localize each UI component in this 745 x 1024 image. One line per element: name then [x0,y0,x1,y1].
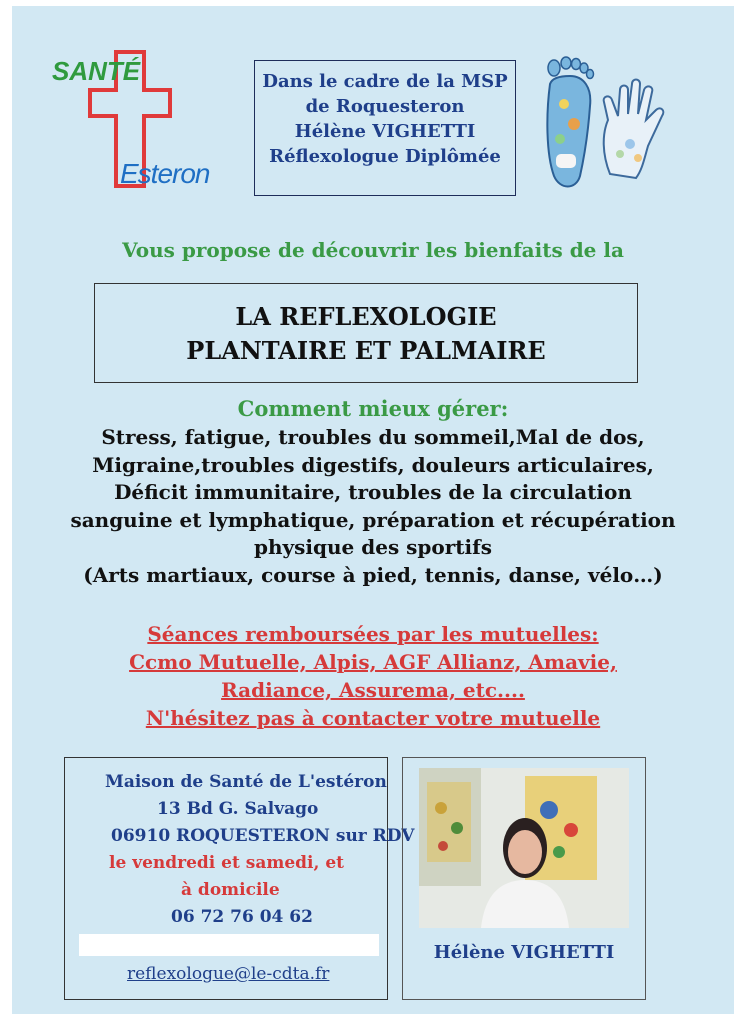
intro-text: Vous propose de découvrir les bienfaits de la [122,238,624,262]
msp-line: Hélène VIGHETTI [294,121,476,142]
benefit-line: (Arts martiaux, course à pied, tennis, danse, vélo…) [83,562,663,587]
foot-icon [547,57,593,187]
title-box [94,283,638,383]
redacted-line [79,934,379,956]
benefits-text [12,424,734,589]
benefit-line: Migraine,troubles digestifs, douleurs articulaires, [92,452,654,477]
benefit-line: Stress, fatigue, troubles du sommeil,Mal de dos, [101,425,645,449]
foot-hand-reflexology-illustration [532,54,682,194]
benefit-line: physique des sportifs [254,535,492,559]
logo-esteron-text: Esteron [120,158,210,189]
title-line-2: PLANTAIRE ET PALMAIRE [186,336,546,365]
photo-caption: Hélène VIGHETTI [433,942,615,963]
msp-line: de Roquesteron [305,96,465,117]
contact-box [64,757,415,1000]
contact-phone: 06 72 76 04 62 [171,907,313,927]
reimbursement-line: Séances remboursées par les mutuelles: [147,622,599,646]
subheading: Comment mieux gérer: [237,396,509,421]
photo-box [402,757,646,1000]
msp-line: Réflexologue Diplômée [269,146,501,167]
flyer-page [12,6,734,1014]
contact-email-link[interactable]: reflexologue@le-cdta.fr [127,964,330,984]
logo-sante-text: SANTÉ [52,56,141,86]
reimbursement-line: N'hésitez pas à contacter votre mutuelle [145,706,601,730]
msp-header-box [254,60,516,196]
contact-home: à domicile [181,880,280,900]
reimbursement-line: Radiance, Assurema, etc.... [221,678,525,702]
title-line-1: LA REFLEXOLOGIE [235,302,497,331]
msp-line: Dans le cadre de la MSP [262,71,508,92]
hand-icon [604,80,664,179]
therapist-photo [419,768,629,928]
benefit-line: sanguine et lymphatique, préparation et récupération [70,507,676,532]
contact-place: Maison de Santé de L'estéron [105,772,387,792]
reimbursement-text [12,620,734,732]
reimbursement-line: Ccmo Mutuelle, Alpis, AGF Allianz, Amavie, [129,650,617,674]
contact-days: le vendredi et samedi, et [109,853,344,873]
benefit-line: Déficit immunitaire, troubles de la circulation [114,480,632,504]
contact-street: 13 Bd G. Salvago [157,799,319,819]
contact-city: 06910 ROQUESTERON sur RDV [111,826,415,846]
